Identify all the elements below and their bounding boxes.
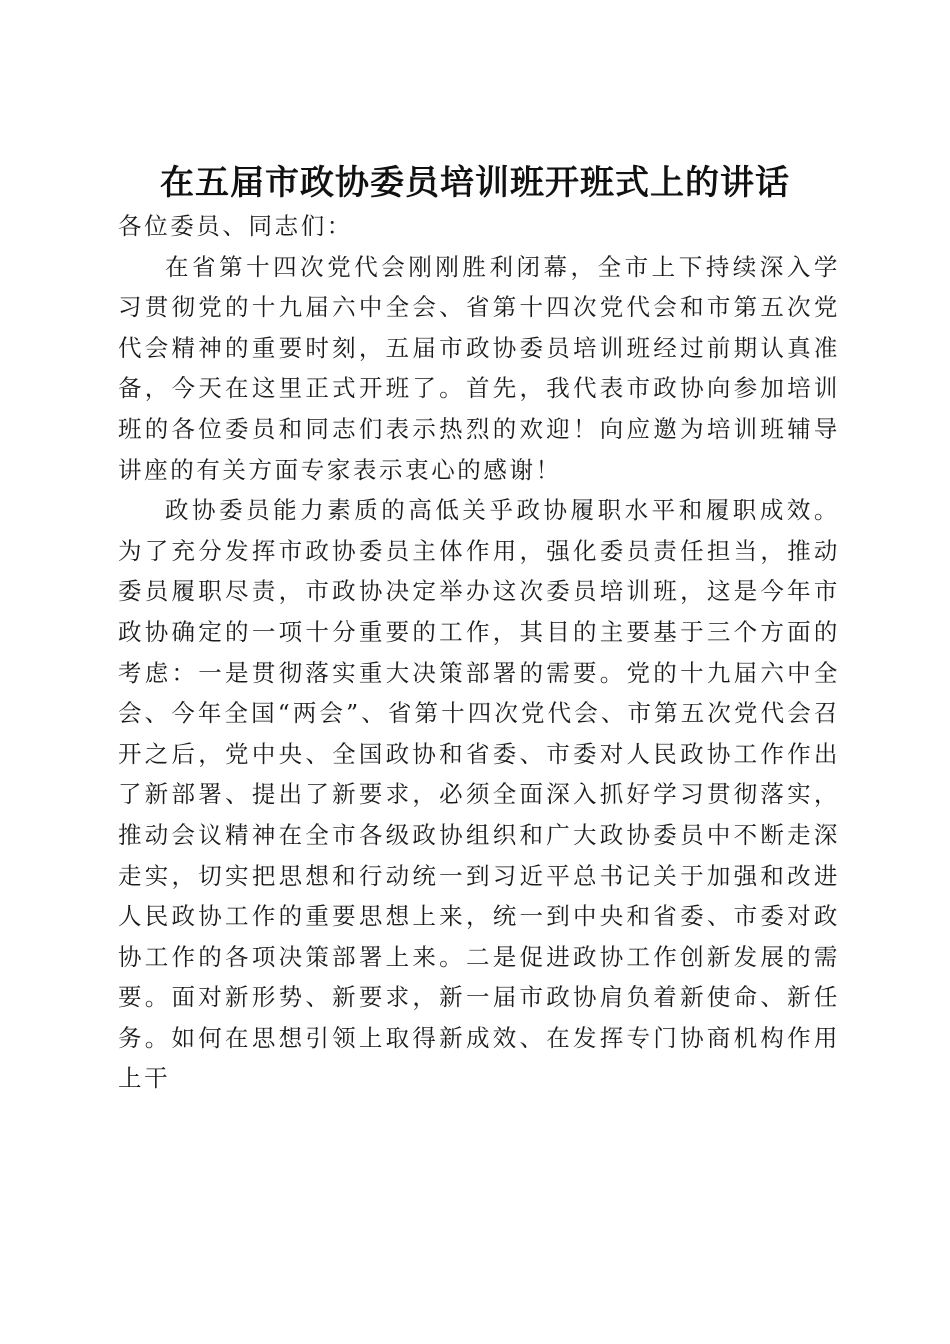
paragraph-1: 在省第十四次党代会刚刚胜利闭幕，全市上下持续深入学习贯彻党的十九届六中全会、省第十四次党代会和市第五次党代会精神的重要时刻，五届市政协委员培训班经过前期认真准备，今天在这里正式开班了。首先，我代表市政协向参加培训班的各位委员和同志们表示热烈的欢迎！向应邀为培训班辅导讲座的有关方面专家表示衷心的感谢！ xyxy=(118,252,840,484)
paragraph-2: 政协委员能力素质的高低关乎政协履职水平和履职成效。为了充分发挥市政协委员主体作用，强化委员责任担当，推动委员履职尽责，市政协决定举办这次委员培训班，这是今年市政协确定的一项十分重要的工作，其目的主要基于三个方面的考虑：一是贯彻落实重大决策部署的需要。党的十九届六中全会、今年全国“两会”、省第十四次党代会、市第五次党代会召开之后，党中央、全国政协和省委、市委对人民政协工作作出了新部署、提出了新要求，必须全面深入抓好学习贯彻落实，推动会议精神在全市各级政协组织和广大政协委员中不断走深走实，切实把思想和行动统一到习近平总书记关于加强和改进人民政协工作的重要思想上来，统一到中央和省委、市委对政协工作的各项决策部署上来。二是促进政协工作创新发展的需要。面对新形势、新要求，新一届市政协肩负着新使命、新任务。如何在思想引领上取得新成效、在发挥专门协商机构作用上干 xyxy=(118,496,840,1093)
document-title: 在五届市政协委员培训班开班式上的讲话 xyxy=(160,162,790,203)
document-body xyxy=(118,206,840,1099)
salutation: 各位委员、同志们： xyxy=(118,212,353,240)
